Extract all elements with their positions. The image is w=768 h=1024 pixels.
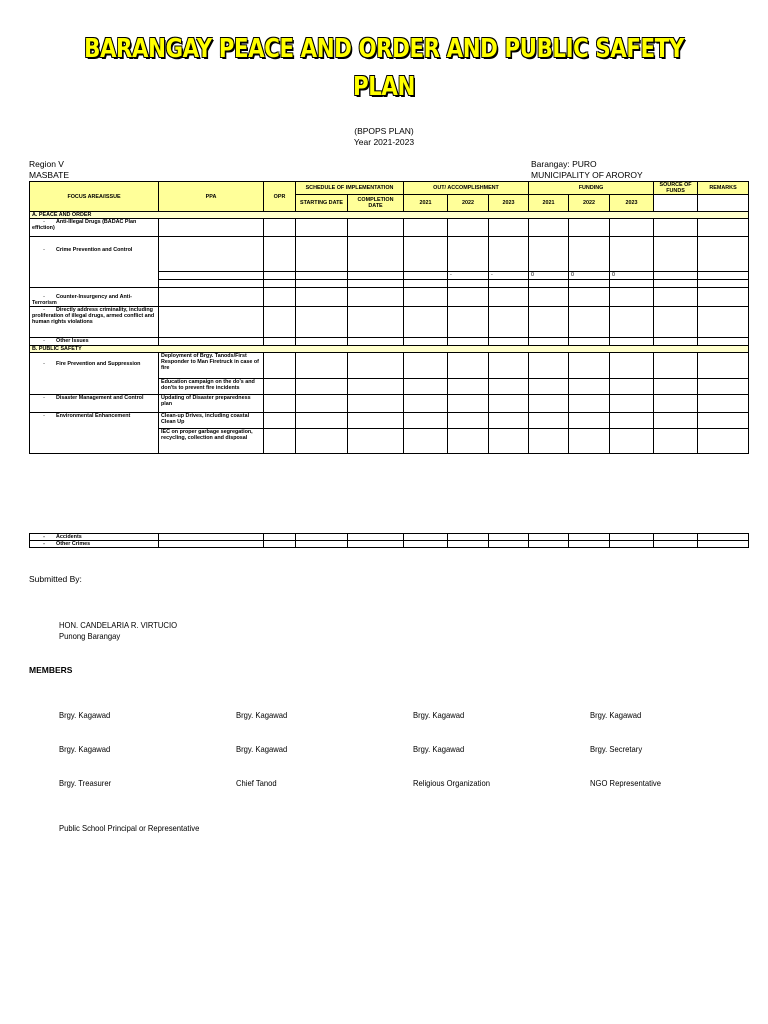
signatory-kagawad-2: Brgy. Kagawad [236,710,288,720]
signatory-school-principal: Public School Principal or Representative [59,823,200,833]
ppa-firetruck-deployment: Deployment of Brgy. Tanods/First Responder to Man Firetruck in case of fire [159,353,264,379]
members-label: MEMBERS [29,665,73,675]
signatory-treasurer: Brgy. Treasurer [59,778,112,788]
document-title-line-1: BARANGAY PEACE AND ORDER AND PUBLIC SAFETY [84,34,684,64]
barangay-label: Barangay: PURO [531,159,597,169]
header-funding-2022: 2022 [569,195,610,212]
focus-crime-prevention: - Crime Prevention and Control [30,237,159,288]
signatory-secretary: Brgy. Secretary [590,744,643,754]
header-starting-date: STARTING DATE [296,195,348,212]
signatory-religious-org: Religious Organization [413,778,490,788]
header-schedule: SCHEDULE OF IMPLEMENTATION [296,182,404,195]
ppa-garbage-iec: IEC on proper garbage segregation, recycling, collection and disposal [159,429,264,454]
plan-abbreviation: (BPOPS PLAN) [354,126,414,136]
table-row [30,219,749,237]
bpops-plan-table [29,181,749,454]
header-ppa: PPA [159,182,264,212]
signatory-kagawad-5: Brgy. Kagawad [59,744,111,754]
signatory-kagawad-4: Brgy. Kagawad [590,710,642,720]
focus-counter-insurgency: - Counter-Insurgency and Anti-Terrorism [30,288,159,307]
header-source: SOURCE OF FUNDS [654,182,698,195]
table-row [30,237,749,272]
signatory-chief-tanod: Chief Tanod [236,778,277,788]
header-output: OUT/ ACCOMPLISHMENT [404,182,529,195]
focus-other-crimes: - Other Crimes [30,541,159,548]
focus-other-issues: - Other Issues [30,338,159,346]
header-output-2021: 2021 [404,195,448,212]
funding-2021-value: 0 [529,272,569,280]
focus-environmental-enhancement: - Environmental Enhancement [30,413,159,454]
table-row [30,395,749,413]
document-title-line-2: PLAN [353,72,415,102]
region-label: Region V [29,159,64,169]
header-completion-date: COMPLETION DATE [348,195,404,212]
focus-fire-prevention: - Fire Prevention and Suppression [30,353,159,395]
table-row [30,288,749,307]
focus-criminality: - Directly address criminality, including proliferation of illegal drugs, armed conflict and human rights violations [30,307,159,338]
section-public-safety: B. PUBLIC SAFETY [30,346,749,353]
output-2022-dash: - [448,272,489,280]
header-funding-2021: 2021 [529,195,569,212]
plan-year: Year 2021-2023 [353,137,415,147]
header-output-2023: 2023 [489,195,529,212]
header-funding-2023: 2023 [610,195,654,212]
table-row [30,541,749,548]
punong-barangay-title: Punong Barangay [59,631,121,641]
header-output-2022: 2022 [448,195,489,212]
signatory-ngo: NGO Representative [590,778,662,788]
table-row [30,353,749,379]
header-opr: OPR [264,182,296,212]
province-label: MASBATE [29,170,69,180]
bpops-plan-table-continued [29,533,749,548]
funding-2023-value: 0 [610,272,654,280]
output-2023-dash: - [489,272,529,280]
table-row [30,413,749,429]
table-row [30,338,749,346]
ppa-clean-up-drives: Clean-up Drives, including coastal Clean Up [159,413,264,429]
focus-accidents: - Accidents [30,534,159,541]
signatory-kagawad-6: Brgy. Kagawad [236,744,288,754]
ppa-fire-education: Education campaign on the do's and don'ts to prevent fire incidents [159,379,264,395]
focus-anti-illegal-drugs: - Anti-Illegal Drugs (BADAC Plan effiction) [30,219,159,237]
funding-2022-value: 0 [569,272,610,280]
section-peace-and-order: A. PEACE AND ORDER [30,212,749,219]
municipality-label: MUNICIPALITY OF AROROY [531,170,643,180]
ppa-disaster-plan: Updating of Disaster preparedness plan [159,395,264,413]
signatory-kagawad-1: Brgy. Kagawad [59,710,111,720]
signatory-kagawad-3: Brgy. Kagawad [413,710,465,720]
signatory-kagawad-7: Brgy. Kagawad [413,744,465,754]
header-remarks: REMARKS [698,182,749,195]
punong-barangay-name: HON. CANDELARIA R. VIRTUCIO [59,620,178,630]
submitted-by-label: Submitted By: [29,574,82,584]
focus-disaster-management: - Disaster Management and Control [30,395,159,413]
header-funding: FUNDING [529,182,654,195]
table-row [30,307,749,338]
header-focus-area: FOCUS AREA/ISSUE [30,182,159,212]
table-row [30,534,749,541]
